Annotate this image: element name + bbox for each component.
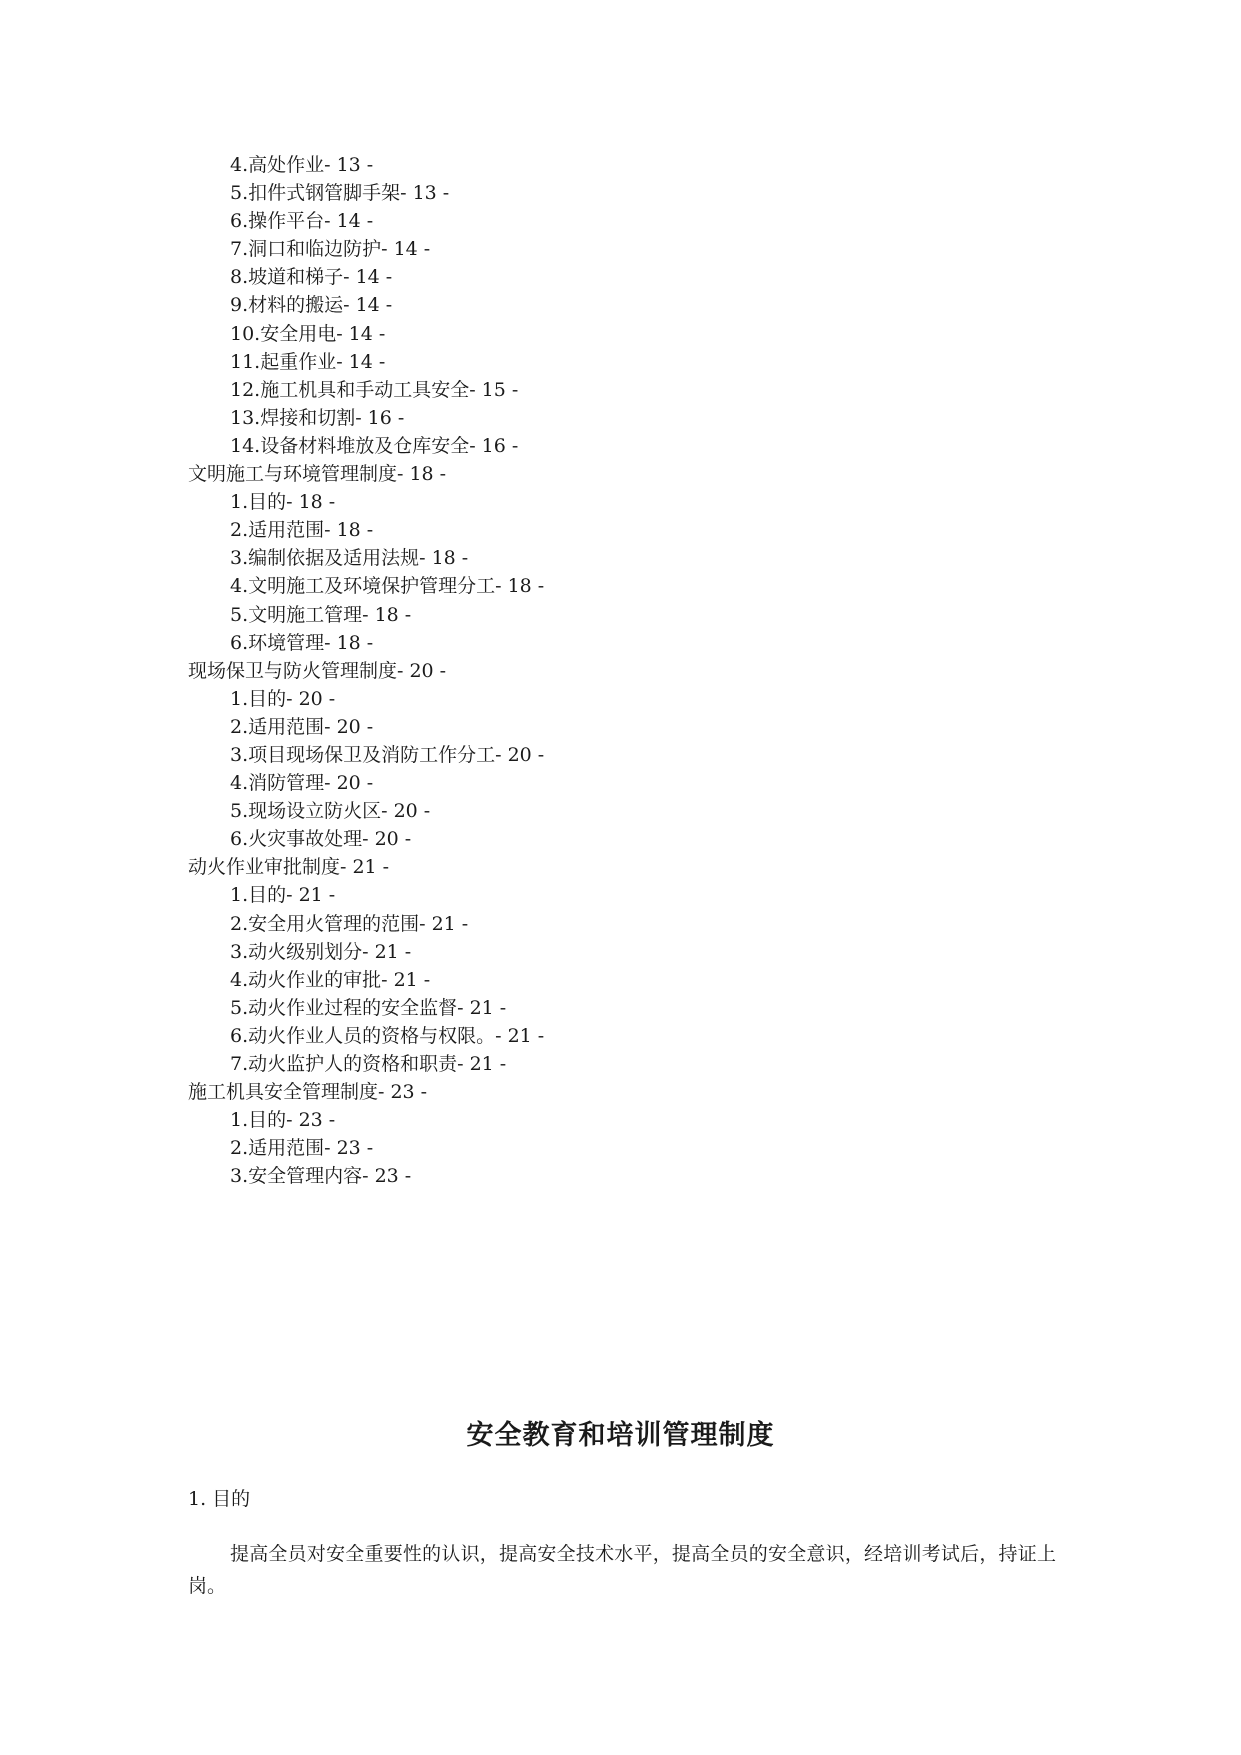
- toc-section-entry: 5.扣件式钢管脚手架- 13 -: [230, 182, 450, 205]
- toc-section-entry: 7.动火监护人的资格和职责- 21 -: [230, 1053, 507, 1075]
- toc-section-entry: 8.坡道和梯子- 14 -: [230, 266, 393, 289]
- toc-section-entry: 1.目的- 20 -: [230, 687, 336, 710]
- toc-section-entry: 1.目的- 23 -: [230, 1109, 336, 1132]
- toc-section-entry: 2.适用范围- 20 -: [230, 715, 374, 738]
- body-paragraph: 提高全员对安全重要性的认识，提高安全技术水平，提高全员的安全意识，经培训考试后，持证上岗。: [188, 1543, 1056, 1597]
- toc-section-entry: 6.火灾事故处理- 20 -: [230, 828, 412, 851]
- table-of-contents: [188, 151, 1088, 1190]
- toc-section-entry: 7.洞口和临边防护- 14 -: [230, 238, 431, 261]
- toc-section-entry: 3.安全管理内容- 23 -: [230, 1165, 412, 1188]
- section-heading: 1. 目的: [188, 1488, 251, 1510]
- toc-section-entry: 6.环境管理- 18 -: [230, 631, 374, 654]
- toc-section-entry: 4.高处作业- 13 -: [230, 154, 374, 176]
- toc-section-entry: 13.焊接和切割- 16 -: [230, 406, 405, 429]
- toc-chapter-entry: 文明施工与环境管理制度- 18 -: [188, 463, 447, 486]
- toc-section-entry: 6.动火作业人员的资格与权限。- 21 -: [230, 1024, 545, 1047]
- toc-section-entry: 5.现场设立防火区- 20 -: [230, 800, 431, 823]
- toc-section-entry: 14.设备材料堆放及仓库安全- 16 -: [230, 434, 519, 457]
- toc-section-entry: 4.消防管理- 20 -: [230, 772, 374, 795]
- toc-section-entry: 3.项目现场保卫及消防工作分工- 20 -: [230, 743, 545, 766]
- toc-section-entry: 4.动火作业的审批- 21 -: [230, 968, 431, 991]
- toc-section-entry: 10.安全用电- 14 -: [230, 322, 386, 345]
- toc-section-entry: 3.编制依据及适用法规- 18 -: [230, 547, 469, 570]
- toc-section-entry: 3.动火级别划分- 21 -: [230, 940, 412, 963]
- toc-section-entry: 2.安全用火管理的范围- 21 -: [230, 912, 469, 935]
- toc-section-entry: 9.材料的搬运- 14 -: [230, 294, 393, 317]
- toc-section-entry: 12.施工机具和手动工具安全- 15 -: [230, 378, 519, 401]
- toc-section-entry: 1.目的- 18 -: [230, 491, 336, 514]
- toc-section-entry: 4.文明施工及环境保护管理分工- 18 -: [230, 575, 545, 598]
- toc-section-entry: 5.文明施工管理- 18 -: [230, 603, 412, 626]
- toc-section-entry: 2.适用范围- 18 -: [230, 519, 374, 542]
- toc-section-entry: 11.起重作业- 14 -: [230, 350, 386, 373]
- toc-section-entry: 6.操作平台- 14 -: [230, 210, 374, 233]
- toc-chapter-entry: 施工机具安全管理制度- 23 -: [188, 1081, 428, 1104]
- document-title: 安全教育和培训管理制度: [466, 1420, 775, 1451]
- toc-chapter-entry: 现场保卫与防火管理制度- 20 -: [188, 659, 447, 682]
- toc-section-entry: 1.目的- 21 -: [230, 884, 336, 907]
- toc-chapter-entry: 动火作业审批制度- 21 -: [188, 856, 390, 879]
- toc-section-entry: 2.适用范围- 23 -: [230, 1137, 374, 1160]
- toc-section-entry: 5.动火作业过程的安全监督- 21 -: [230, 996, 507, 1019]
